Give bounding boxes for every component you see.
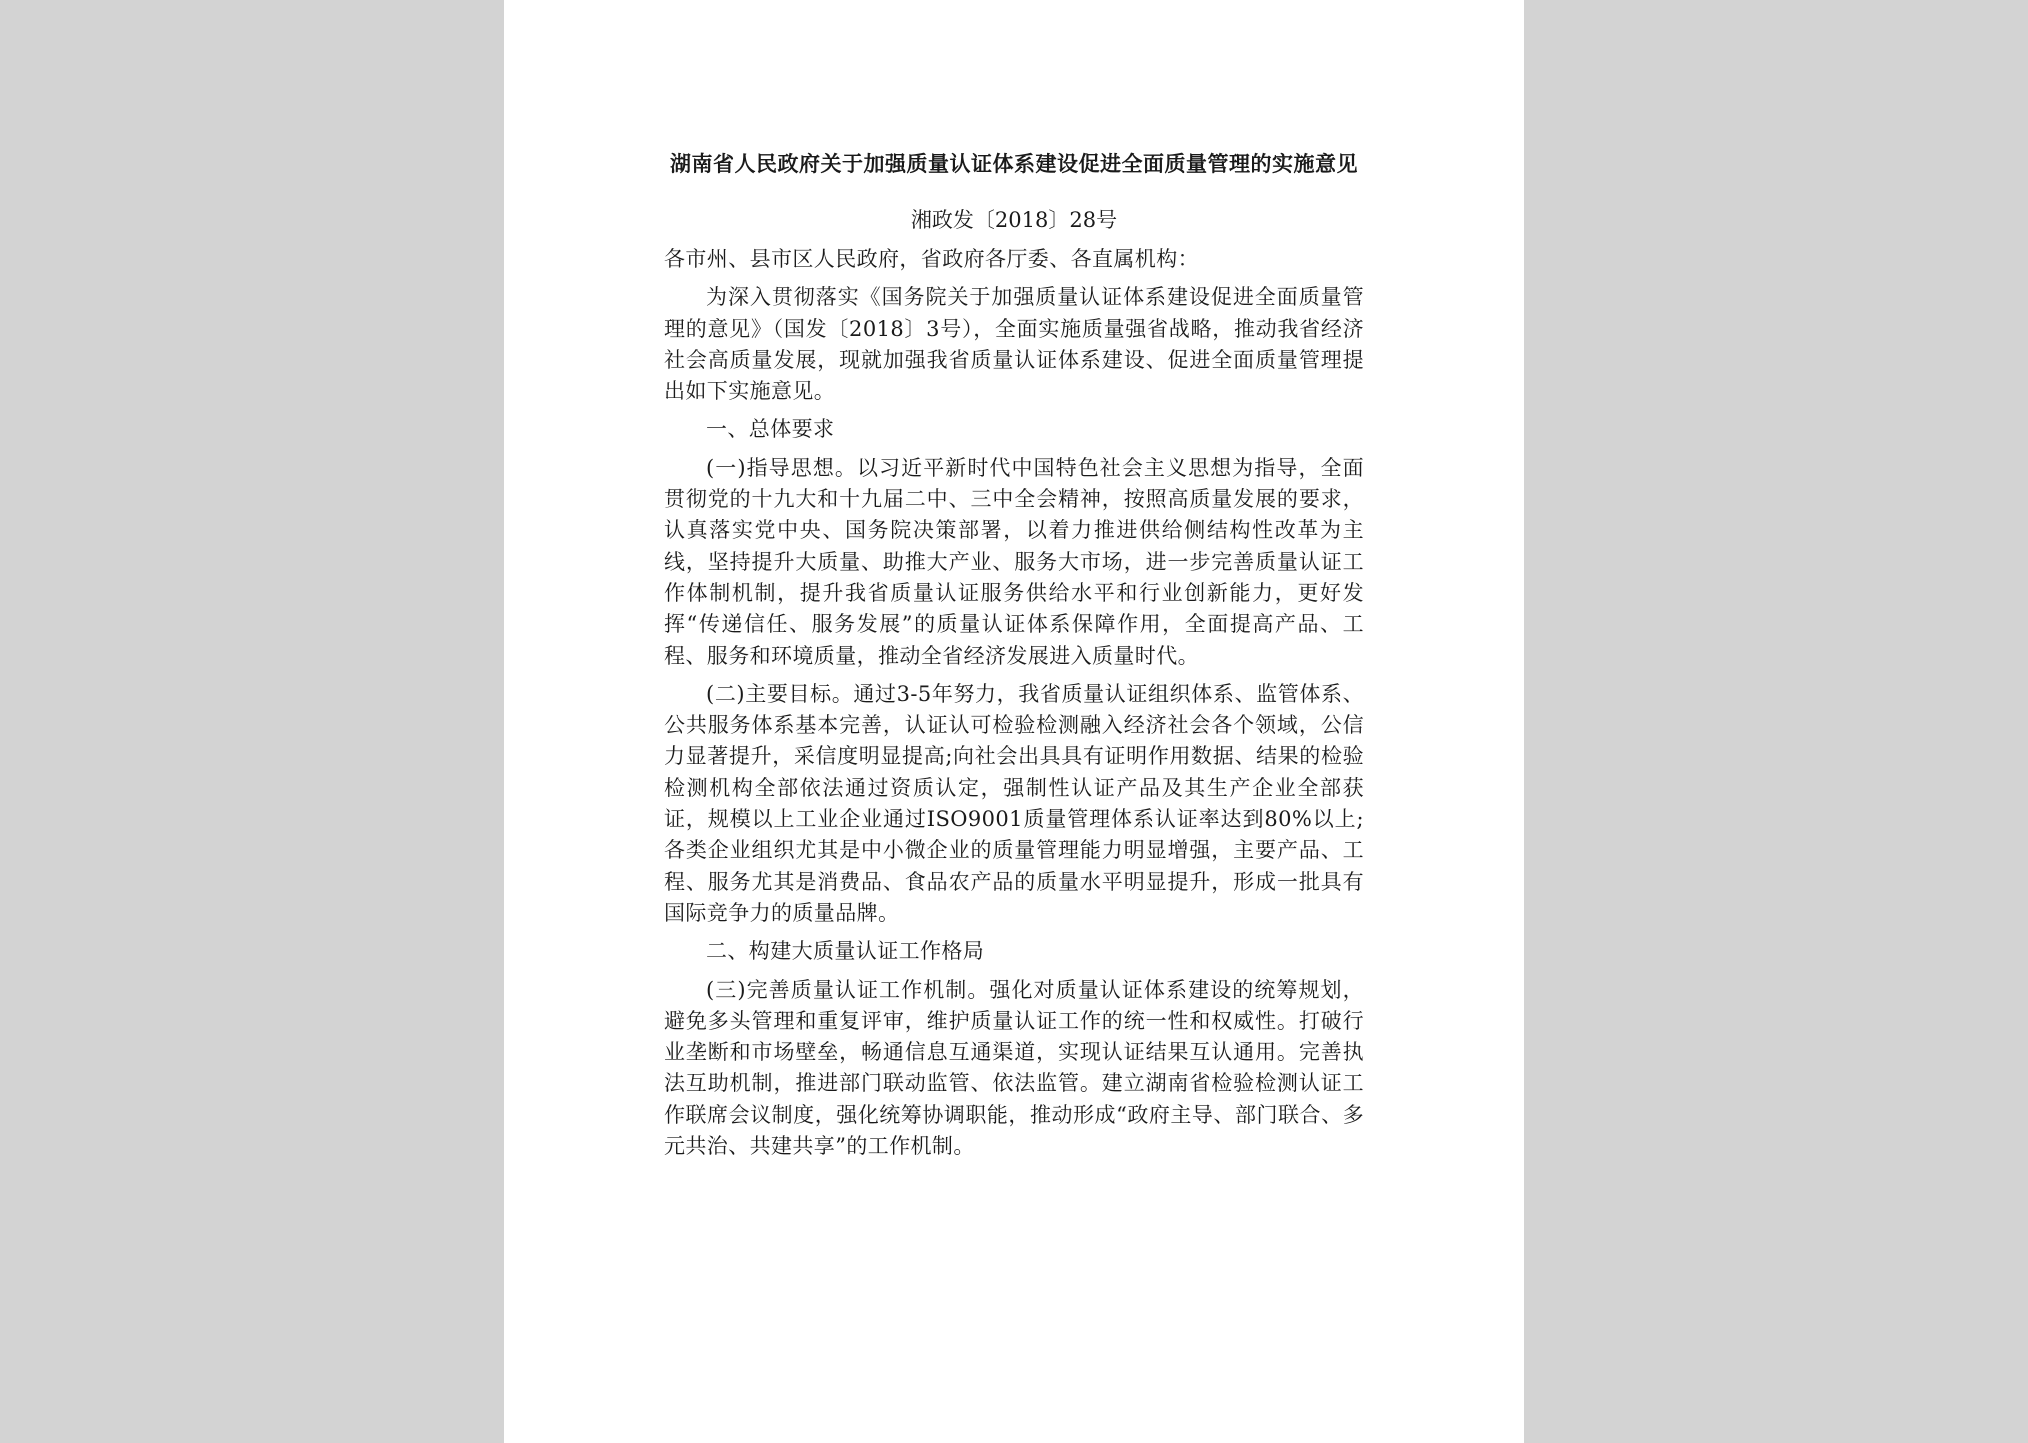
document-page (504, 0, 1524, 1443)
section-heading-1: 一、总体要求 (706, 417, 835, 442)
paragraph-main-goals: (二)主要目标。通过3-5年努力，我省质量认证组织体系、监管体系、公共服务体系基本完善，认证认可检验检测融入经济社会各个领域，公信力显著提升，采信度明显提高;向社会出具具有证明作用数据、结果的检验检测机构全部依法通过资质认定，强制性认证产品及其生产企业全部获证，规模以上工业企业通过ISO9001质量管理体系认证率达到80%以上;各类企业组织尤其是中小微企业的质量管理能力明显增强，主要产品、工程、服务尤其是消费品、食品农产品的质量水平明显提升，形成一批具有国际竞争力的质量品牌。 (664, 681, 1364, 925)
document-title: 湖南省人民政府关于加强质量认证体系建设促进全面质量管理的实施意见 (670, 151, 1358, 176)
document-content (664, 148, 1364, 1162)
paragraph-guiding-ideology: (一)指导思想。以习近平新时代中国特色社会主义思想为指导，全面贯彻党的十九大和十九届二中、三中全会精神，按照高质量发展的要求，认真落实党中央、国务院决策部署，以着力推进供给侧结构性改革为主线，坚持提升大质量、助推大产业、服务大市场，进一步完善质量认证工作体制机制，提升我省质量认证服务供给水平和行业创新能力，更好发挥“传递信任、服务发展”的质量认证体系保障作用，全面提高产品、工程、服务和环境质量，推动全省经济发展进入质量时代。 (664, 455, 1364, 668)
intro-paragraph: 为深入贯彻落实《国务院关于加强质量认证体系建设促进全面质量管理的意见》（国发〔2018〕3号），全面实施质量强省战略，推动我省经济社会高质量发展，现就加强我省质量认证体系建设、促进全面质量管理提出如下实施意见。 (664, 285, 1364, 404)
section-heading-2: 二、构建大质量认证工作格局 (706, 939, 985, 964)
document-number: 湘政发〔2018〕28号 (910, 208, 1118, 232)
paragraph-work-mechanism: (三)完善质量认证工作机制。强化对质量认证体系建设的统筹规划，避免多头管理和重复评审，维护质量认证工作的统一性和权威性。打破行业垄断和市场壁垒，畅通信息互通渠道，实现认证结果互认通用。完善执法互助机制，推进部门联动监管、依法监管。建立湖南省检验检测认证工作联席会议制度，强化统筹协调职能，推动形成“政府主导、部门联合、多元共治、共建共享”的工作机制。 (664, 977, 1364, 1159)
addressee: 各市州、县市区人民政府，省政府各厅委、各直属机构： (664, 247, 1199, 271)
